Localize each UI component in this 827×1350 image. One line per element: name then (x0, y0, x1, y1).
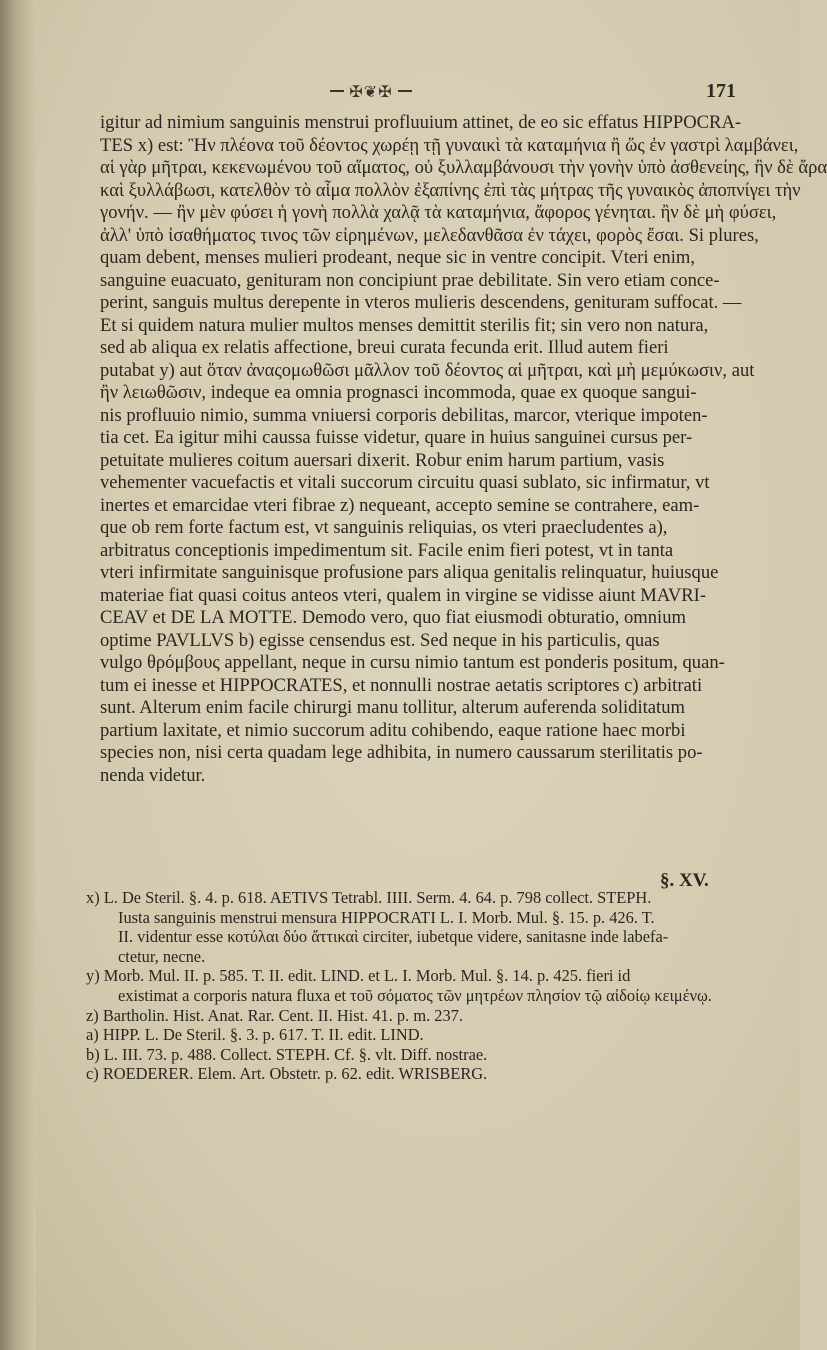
main-text (100, 112, 827, 787)
text-line: καὶ ξυλλάβωσι, κατελθὸν τὸ αἷμα πολλὸν ἐξαπίνης ἐπὶ τὰς μήτρας τῆς γυναικὸς ἀποπνίγει τὴν (100, 179, 801, 201)
text-line: igitur ad nimium sanguinis menstrui profluuium attinet, de eo sic effatus HIPPOCRA- (100, 112, 742, 133)
text-line: ἢν λειωθῶσιν, indeque ea omnia prognasci incommoda, quae ex quoque sangui- (100, 382, 697, 403)
text-line: γονήν. — ἢν μὲν φύσει ἡ γονὴ πολλὰ χαλᾷ τὰ καταμήνια, ἄφορος γένηται. ἢν δὲ μὴ φύσει, (100, 202, 777, 223)
text-line: materiae fiat quasi coitus anteos vteri, qualem in virgine se vidisse aiunt MAVRI- (100, 584, 707, 606)
text-line: vteri infirmitate sanguinisque profusione pars aliqua genitalis relinquatur, huiusque (100, 562, 719, 583)
text-line: sanguine euacuato, genituram non concipiunt prae debilitate. Sin vero etiam conce- (100, 269, 720, 291)
text-line: tia cet. Ea igitur mihi caussa fuisse videtur, quare in huius sanguinei cursus per- (100, 427, 693, 448)
text-line: species non, nisi certa quadam lege adhibita, in numero caussarum sterilitatis po- (100, 742, 703, 763)
text-line: tum ei inesse et HIPPOCRATES, et nonnulli nostrae aetatis scriptores c) arbitrati (100, 674, 703, 696)
text-line: petuitate mulieres coitum auersari dixerit. Robur enim harum partium, vasis (100, 449, 665, 471)
footnotes (86, 888, 746, 1084)
text-line: nenda videtur. (100, 764, 206, 786)
footnote-line: a) HIPP. L. De Steril. §. 3. p. 617. T. II. edit. LIND. (86, 1025, 424, 1045)
text-line: sed ab aliqua ex relatis affectione, breui curata fecunda erit. Illud autem fieri (100, 337, 669, 358)
text-line: quam debent, menses mulieri prodeant, neque sic in ventre concipit. Vteri enim, (100, 247, 695, 268)
footnote-line: c) ROEDERER. Elem. Art. Obstetr. p. 62. edit. WRISBERG. (86, 1064, 488, 1084)
footnote-line: y) Morb. Mul. II. p. 585. T. II. edit. LIND. et L. I. Morb. Mul. §. 14. p. 425. fieri id (86, 966, 631, 986)
footnote-line: II. videntur esse κοτύλαι δύο ἄττικαὶ circiter, iubetque videre, sanitasne inde labefa- (118, 927, 669, 947)
footnote-line: z) Bartholin. Hist. Anat. Rar. Cent. II. Hist. 41. p. m. 237. (86, 1005, 463, 1025)
text-line: vehementer vacuefactis et vitali succorum circuitu quasi sublato, sic infirmatur, vt (100, 472, 710, 493)
text-line: nis profluuio nimio, summa vniuersi corporis debilitas, marcor, vterique impoten- (100, 404, 708, 426)
text-line: sunt. Alterum enim facile chirurgi manu tollitur, alterum auferenda soliditatum (100, 697, 685, 718)
text-line: CEAV et DE LA MOTTE. Demodo vero, quo fiat eiusmodi obturatio, omnium (100, 607, 686, 628)
text-line: vulgo θρόμβους appellant, neque in cursu nimio tantum est ponderis positum, quan- (100, 652, 725, 673)
footnote-line: ctetur, necne. (118, 946, 206, 966)
text-line: optime PAVLLVS b) egisse censendus est. Sed neque in his particulis, quas (100, 629, 660, 651)
footnote-line: Iusta sanguinis menstrui mensura HIPPOCRATI L. I. Morb. Mul. §. 15. p. 426. T. (118, 907, 655, 927)
text-line: TES x) est: Ἢν πλέονα τοῦ δέοντος χωρέῃ τῇ γυναικὶ τὰ καταμήνια ἢ ὥς ἐν γαστρὶ λαμβάνει, (100, 134, 799, 156)
page-number: 171 (706, 80, 736, 102)
text-line: putabat y) aut ὅταν ἀναςομωθῶσι μᾶλλον τοῦ δέοντος αἱ μῆτραι, καὶ μὴ μεμύκωσιν, aut (100, 359, 755, 381)
header-ornament: ✠❦✠ (342, 82, 400, 100)
text-line: αἱ γὰρ μῆτραι, κεκενωμένου τοῦ αἵματος, οὐ ξυλλαμβάνουσι τὴν γονὴν ὑπὸ ἀσθενείης, ἢν δὲ ἄρα (100, 157, 827, 178)
text-line: partium laxitate, et nimio succorum aditu cohibendo, eaque ratione haec morbi (100, 719, 686, 741)
text-line: perint, sanguis multus derepente in vteros mulieris descendens, genituram suffocat. — (100, 292, 742, 313)
footnote-line: x) L. De Steril. §. 4. p. 618. AETIVS Tetrabl. IIII. Serm. 4. 64. p. 798 collect. STEPH. (86, 888, 652, 907)
footnote-line: existimat a corporis natura fluxa et τοῦ σόματος τῶν μητρέων πλησίον τῷ αἰδοίῳ κειμένῳ. (118, 985, 712, 1005)
text-line: Et si quidem natura mulier multos menses demittit sterilis fit; sin vero non natura, (100, 314, 709, 336)
text-line: arbitratus conceptionis impedimentum sit. Facile enim fieri potest, vt in tanta (100, 539, 674, 561)
section-heading: §. XV. (660, 870, 709, 891)
footnote-line: b) L. III. 73. p. 488. Collect. STEPH. Cf. §. vlt. Diff. nostrae. (86, 1044, 488, 1064)
text-line: ἀλλ' ὑπὸ ἰσαθήματος τινος τῶν εἰρημένων, μελεδανθᾶσα ἐν τάχει, φορὸς ἔσαι. Si plures, (100, 224, 759, 246)
book-spine-shadow (0, 0, 36, 1350)
text-line: inertes et emarcidae vteri fibrae z) nequeant, accepto semine se contrahere, eam- (100, 494, 700, 516)
text-line: que ob rem forte factum est, vt sanguinis reliquias, os vteri praecludentes a), (100, 517, 668, 538)
